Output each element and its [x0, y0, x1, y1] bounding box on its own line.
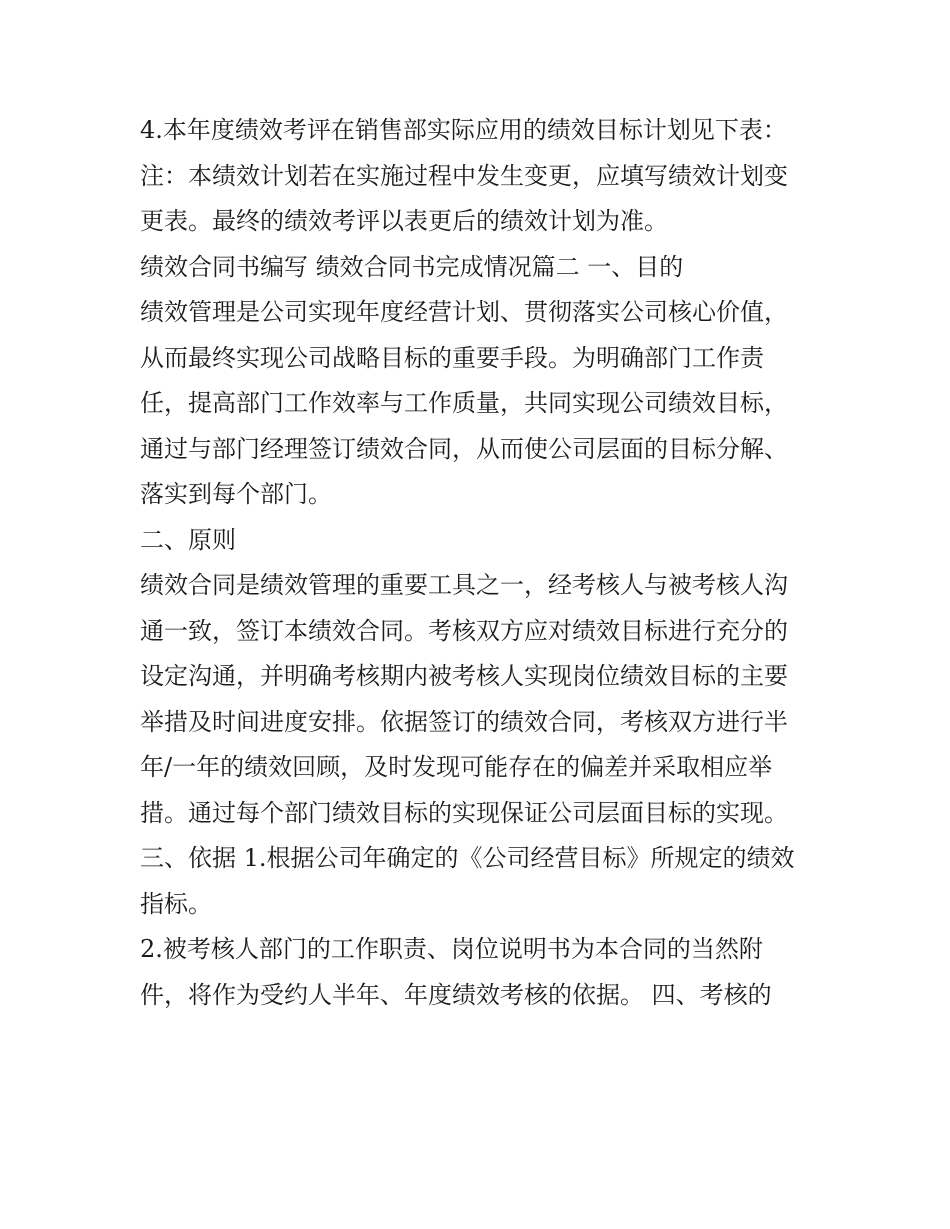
- text-line: 指标。: [140, 889, 212, 918]
- text-line: 绩效管理是公司实现年度经营计划、贯彻落实公司核心价值，: [140, 298, 788, 326]
- text-line: 件，将作为受约人半年、年度绩效考核的依据。 四、考核的: [140, 980, 772, 1009]
- text-line: 从而最终实现公司战略目标的重要手段。为明确部门工作责: [140, 343, 764, 372]
- text-line: 二、原则: [140, 525, 236, 554]
- text-line: 注：本绩效计划若在实施过程中发生变更，应填写绩效计划变: [140, 161, 788, 190]
- text-line: 通一致，签订本绩效合同。考核双方应对绩效目标进行充分的: [140, 616, 788, 645]
- text-line: 更表。最终的绩效考评以表更后的绩效计划为准。: [140, 207, 668, 235]
- text-line: 落实到每个部门。: [140, 480, 332, 508]
- text-line: 设定沟通，并明确考核期内被考核人实现岗位绩效目标的主要: [140, 662, 788, 690]
- text-line: 任，提高部门工作效率与工作质量，共同实现公司绩效目标，: [140, 389, 788, 417]
- text-line: 年/一年的绩效回顾，及时发现可能存在的偏差并采取相应举: [140, 753, 773, 781]
- document-body: [140, 108, 830, 1018]
- text-line: 三、依据 1.根据公司年确定的《公司经营目标》所规定的绩效: [140, 844, 795, 872]
- text-line: 举措及时间进度安排。依据签订的绩效合同，考核双方进行半: [140, 707, 788, 736]
- text-line: 绩效合同是绩效管理的重要工具之一，经考核人与被考核人沟: [140, 571, 788, 599]
- text-line: 4.本年度绩效考评在销售部实际应用的绩效目标计划见下表：: [140, 116, 787, 144]
- text-line: 2.被考核人部门的工作职责、岗位说明书为本合同的当然附: [140, 935, 763, 963]
- text-line: 绩效合同书编写 绩效合同书完成情况篇二 一、目的: [140, 252, 684, 281]
- text-line: 通过与部门经理签订绩效合同，从而使公司层面的目标分解、: [140, 434, 788, 463]
- text-line: 措。通过每个部门绩效目标的实现保证公司层面目标的实现。: [140, 798, 788, 827]
